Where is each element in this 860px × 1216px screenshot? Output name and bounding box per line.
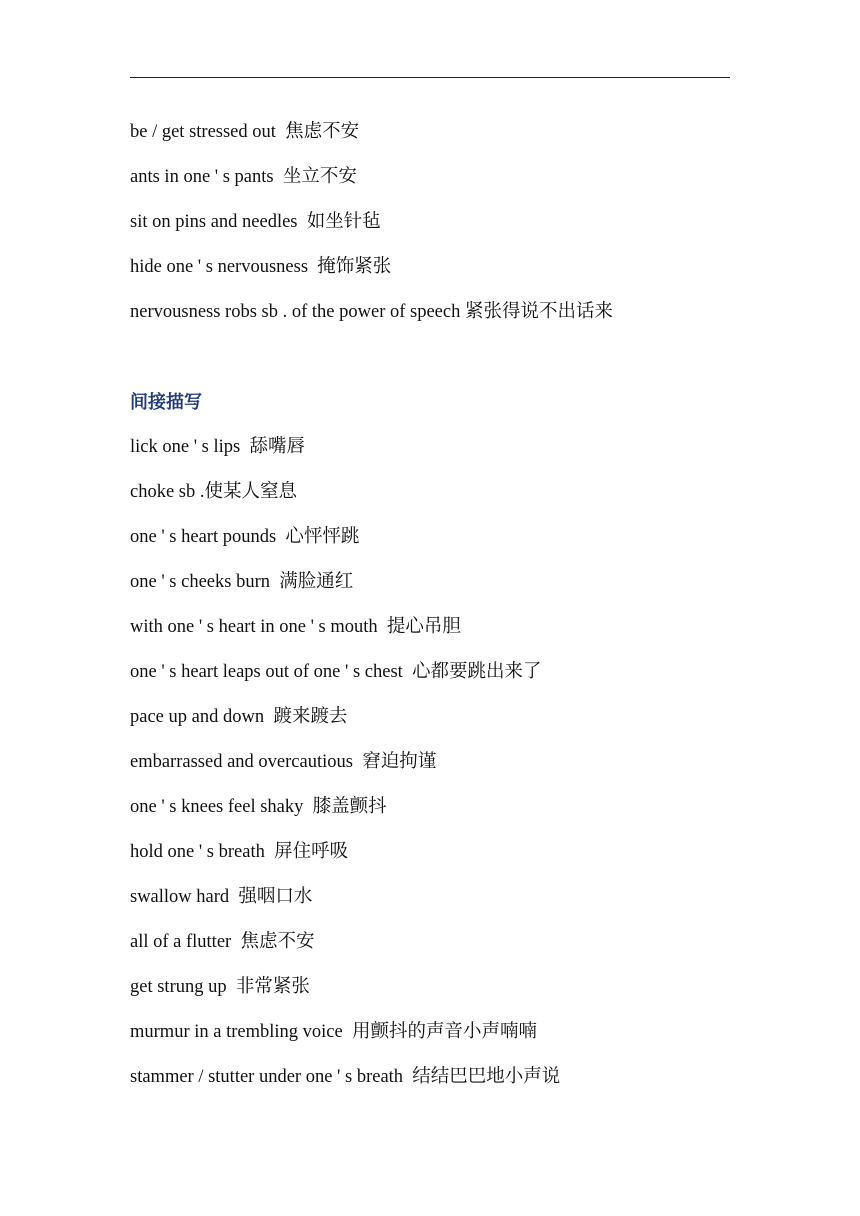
phrase-line: with one ' s heart in one ' s mouth 提心吊胆 — [130, 617, 461, 637]
document-body — [130, 110, 770, 1100]
phrase-line: one ' s cheeks burn 满脸通红 — [130, 572, 354, 592]
section-heading: 间接描写 — [130, 392, 202, 413]
phrase-line: murmur in a trembling voice 用颤抖的声音小声喃喃 — [130, 1022, 537, 1042]
phrase-line: nervousness robs sb . of the power of speech 紧张得说不出话来 — [130, 302, 613, 322]
header-rule — [130, 77, 730, 78]
phrase-line: all of a flutter 焦虑不安 — [130, 932, 315, 952]
phrase-line: one ' s heart pounds 心怦怦跳 — [130, 527, 360, 547]
phrase-line: hold one ' s breath 屏住呼吸 — [130, 842, 349, 862]
phrase-line: ants in one ' s pants 坐立不安 — [130, 167, 357, 187]
phrase-line: pace up and down 踱来踱去 — [130, 707, 348, 727]
phrase-line: swallow hard 强咽口水 — [130, 887, 313, 907]
phrase-line: embarrassed and overcautious 窘迫拘谨 — [130, 752, 437, 772]
phrase-line: hide one ' s nervousness 掩饰紧张 — [130, 257, 392, 277]
phrase-line: one ' s knees feel shaky 膝盖颤抖 — [130, 797, 387, 817]
phrase-line: stammer / stutter under one ' s breath 结结巴巴地小声说 — [130, 1067, 561, 1087]
phrase-line: one ' s heart leaps out of one ' s chest 心都要跳出来了 — [130, 662, 542, 682]
phrase-line: sit on pins and needles 如坐针毡 — [130, 212, 381, 232]
section-spacer — [130, 335, 770, 380]
phrase-line: choke sb .使某人窒息 — [130, 482, 297, 502]
phrase-line: get strung up 非常紧张 — [130, 977, 310, 997]
phrase-line: be / get stressed out 焦虑不安 — [130, 122, 360, 142]
phrase-line: lick one ' s lips 舔嘴唇 — [130, 437, 305, 457]
section-nervousness-phrases — [130, 110, 770, 335]
section-indirect-description — [130, 380, 770, 1100]
